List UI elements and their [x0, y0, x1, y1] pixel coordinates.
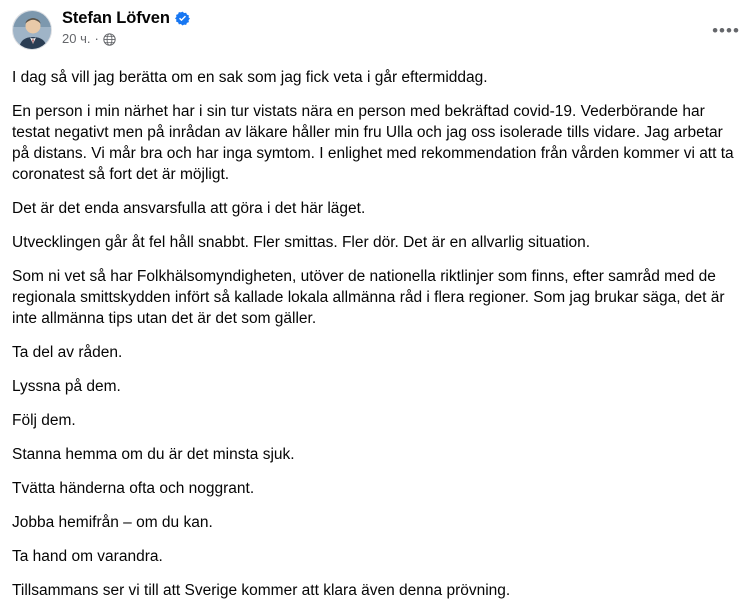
post-meta — [62, 31, 190, 46]
post-author-block — [62, 8, 190, 46]
globe-icon[interactable] — [103, 33, 116, 46]
post-timestamp[interactable]: 20 ч. — [62, 31, 91, 46]
post-paragraph: Följ dem. — [12, 412, 76, 429]
author-name[interactable]: Stefan Löfven — [62, 9, 170, 27]
post-paragraph: Jobba hemifrån – om du kan. — [12, 514, 213, 531]
post-paragraph: Ta del av råden. — [12, 344, 123, 361]
post-paragraph: Lyssna på dem. — [12, 378, 121, 395]
post-paragraph: Tillsammans ser vi till att Sverige kommer att klara även denna prövning. — [12, 582, 511, 599]
avatar[interactable] — [12, 10, 52, 50]
meta-separator: · — [94, 31, 99, 46]
post-paragraph: Som ni vet så har Folkhälsomyndigheten, utöver de nationella riktlinjer som finns, efter samråd med de regionala smittskydden infört så kallade lokala allmänna råd i flera regioner. Som jag brukar säga, det är inte allmänna tips utan det är det som gäller. — [12, 268, 725, 327]
post-more-options-button[interactable]: •••• — [712, 20, 740, 40]
post-body — [12, 67, 742, 601]
name-row — [62, 8, 190, 28]
post-paragraph: Ta hand om varandra. — [12, 548, 163, 565]
post-paragraph: Tvätta händerna ofta och noggrant. — [12, 480, 255, 497]
post-paragraph: Utvecklingen går åt fel håll snabbt. Fler smittas. Fler dör. Det är en allvarlig situation. — [12, 234, 591, 251]
post-header — [12, 8, 742, 58]
post-paragraph: Stanna hemma om du är det minsta sjuk. — [12, 446, 295, 463]
post-paragraph: En person i min närhet har i sin tur vistats nära en person med bekräftad covid-19. Vederbörande har testat negativt men på inrådan av läkare håller min fru Ulla och jag oss isolerade tills vidare. Jag arbetar på distans. Vi mår bra och har inga symtom. I enlighet med rekommendation från vården kommer vi att ta coronatest så fort det är möjligt. — [12, 103, 734, 183]
post-paragraph: I dag så vill jag berätta om en sak som jag fick veta i går eftermiddag. — [12, 69, 488, 86]
verified-badge-icon — [175, 11, 190, 26]
post-paragraph: Det är det enda ansvarsfulla att göra i det här läget. — [12, 200, 366, 217]
